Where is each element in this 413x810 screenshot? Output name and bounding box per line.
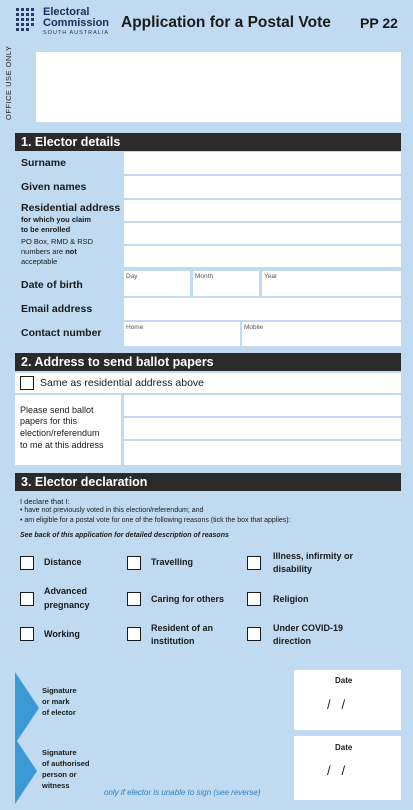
illness-label-1: Illness, infirmity or xyxy=(273,551,354,561)
home-phone-field[interactable] xyxy=(124,322,240,346)
residential-note-text: numbers are xyxy=(21,247,64,256)
authorised-date-label: Date xyxy=(335,743,353,752)
covid-label-1: Under COVID-19 xyxy=(273,623,344,633)
residential-note-bold: not xyxy=(65,247,77,256)
contact-number-label: Contact number xyxy=(21,327,102,339)
form-code: PP 22 xyxy=(360,15,398,31)
same-as-checkbox[interactable] xyxy=(20,376,34,390)
residential-address-note2 xyxy=(21,247,77,256)
dob-day-field[interactable] xyxy=(124,271,190,296)
caring-label: Caring for others xyxy=(151,594,225,604)
email-label: Email address xyxy=(21,303,93,315)
illness-checkbox[interactable] xyxy=(247,556,261,570)
authorised-signature-arrow xyxy=(15,738,37,804)
see-back-note: See back of this application for detailed description of reasons xyxy=(20,532,229,539)
advanced-pregnancy-label-1: Advanced xyxy=(44,586,88,596)
distance-label: Distance xyxy=(44,557,82,567)
illness-label-2: disability xyxy=(273,564,313,574)
surname-field[interactable] xyxy=(124,152,401,174)
form-title: Application for a Postal Vote xyxy=(121,14,331,31)
ecsa-logo xyxy=(16,8,38,32)
dob-year-field[interactable] xyxy=(262,271,401,296)
given-names-field[interactable] xyxy=(124,176,401,198)
please-send-line2: papers for this xyxy=(20,416,78,426)
covid-checkbox[interactable] xyxy=(247,627,261,641)
travelling-label: Travelling xyxy=(151,557,194,567)
residential-address-label: Residential address xyxy=(21,202,121,214)
travelling-checkbox[interactable] xyxy=(127,556,141,570)
elector-signature-label-1: Signature xyxy=(42,686,77,695)
residential-address-sub1: for which you claim xyxy=(21,215,92,224)
surname-label: Surname xyxy=(21,157,66,169)
mobile-phone-field[interactable] xyxy=(242,322,401,346)
please-send-line3: election/referendum xyxy=(20,428,100,438)
elector-signature-arrow xyxy=(15,672,39,744)
please-send-line4: to me at this address xyxy=(20,440,104,450)
email-field[interactable] xyxy=(124,298,401,320)
religion-label: Religion xyxy=(273,594,309,604)
authorised-signature-label-3: person or xyxy=(42,770,77,779)
dob-year-hint: Year xyxy=(264,273,278,280)
caring-checkbox[interactable] xyxy=(127,592,141,606)
header xyxy=(0,0,413,46)
declare-bullet-2: • am eligible for a postal vote for one of the following reasons (tick the box that applies): xyxy=(20,517,291,524)
residential-address-note1: PO Box, RMD & RSD xyxy=(21,237,94,246)
residential-address-note3: acceptable xyxy=(21,257,58,266)
home-phone-hint: Home xyxy=(126,324,144,331)
working-checkbox[interactable] xyxy=(20,627,34,641)
residential-address-sub2: to be enrolled xyxy=(21,225,71,234)
office-use-label: OFFICE USE ONLY xyxy=(4,45,13,120)
elector-signature-label-2: or mark xyxy=(42,697,70,706)
same-as-label: Same as residential address above xyxy=(40,377,205,389)
authorised-date-slashes: / / xyxy=(327,763,346,778)
working-label: Working xyxy=(44,629,80,639)
section-1-header: 1. Elector details xyxy=(15,133,401,151)
please-send-line1: Please send ballot xyxy=(20,405,94,415)
authorised-signature-label-2: of authorised xyxy=(42,759,90,768)
religion-checkbox[interactable] xyxy=(247,592,261,606)
dob-day-hint: Day xyxy=(126,273,138,280)
office-use-box xyxy=(36,52,401,122)
elector-date-slashes: / / xyxy=(327,697,346,712)
section-2-header: 2. Address to send ballot papers xyxy=(15,353,401,371)
postal-address-line-3[interactable] xyxy=(124,441,401,465)
resident-label-2: institution xyxy=(151,636,195,646)
declare-bullet-1: • have not previously voted in this election/referendum; and xyxy=(20,507,204,514)
mobile-phone-hint: Mobile xyxy=(244,324,264,331)
resident-checkbox[interactable] xyxy=(127,627,141,641)
date-of-birth-label: Date of birth xyxy=(21,279,83,291)
covid-label-2: direction xyxy=(273,636,312,646)
authorised-signature-label-4: witness xyxy=(42,781,70,790)
postal-address-line-1[interactable] xyxy=(124,395,401,416)
section-3-header: 3. Elector declaration xyxy=(15,473,401,491)
residential-address-line-3[interactable] xyxy=(124,246,401,267)
advanced-pregnancy-label-2: pregnancy xyxy=(44,600,90,610)
authorised-signature-label-1: Signature xyxy=(42,748,77,757)
postal-address-line-2[interactable] xyxy=(124,418,401,439)
elector-date-label: Date xyxy=(335,676,353,685)
resident-label-1: Resident of an xyxy=(151,623,214,633)
dob-month-hint: Month xyxy=(195,273,214,280)
authorised-signature-note: only if elector is unable to sign (see reverse) xyxy=(104,788,261,797)
residential-address-line-1[interactable] xyxy=(124,200,401,221)
authorised-signature-field[interactable] xyxy=(120,736,292,786)
declare-text: I declare that I: xyxy=(20,497,70,506)
elector-signature-field[interactable] xyxy=(120,670,292,730)
distance-checkbox[interactable] xyxy=(20,556,34,570)
advanced-pregnancy-checkbox[interactable] xyxy=(20,592,34,606)
elector-signature-label-3: of elector xyxy=(42,708,76,717)
org-name-line1: Electoral xyxy=(43,6,90,18)
dob-month-field[interactable] xyxy=(193,271,259,296)
residential-address-line-2[interactable] xyxy=(124,223,401,244)
org-name-line2: Commission xyxy=(43,17,110,29)
org-name-line3: SOUTH AUSTRALIA xyxy=(43,30,110,36)
given-names-label: Given names xyxy=(21,181,87,193)
